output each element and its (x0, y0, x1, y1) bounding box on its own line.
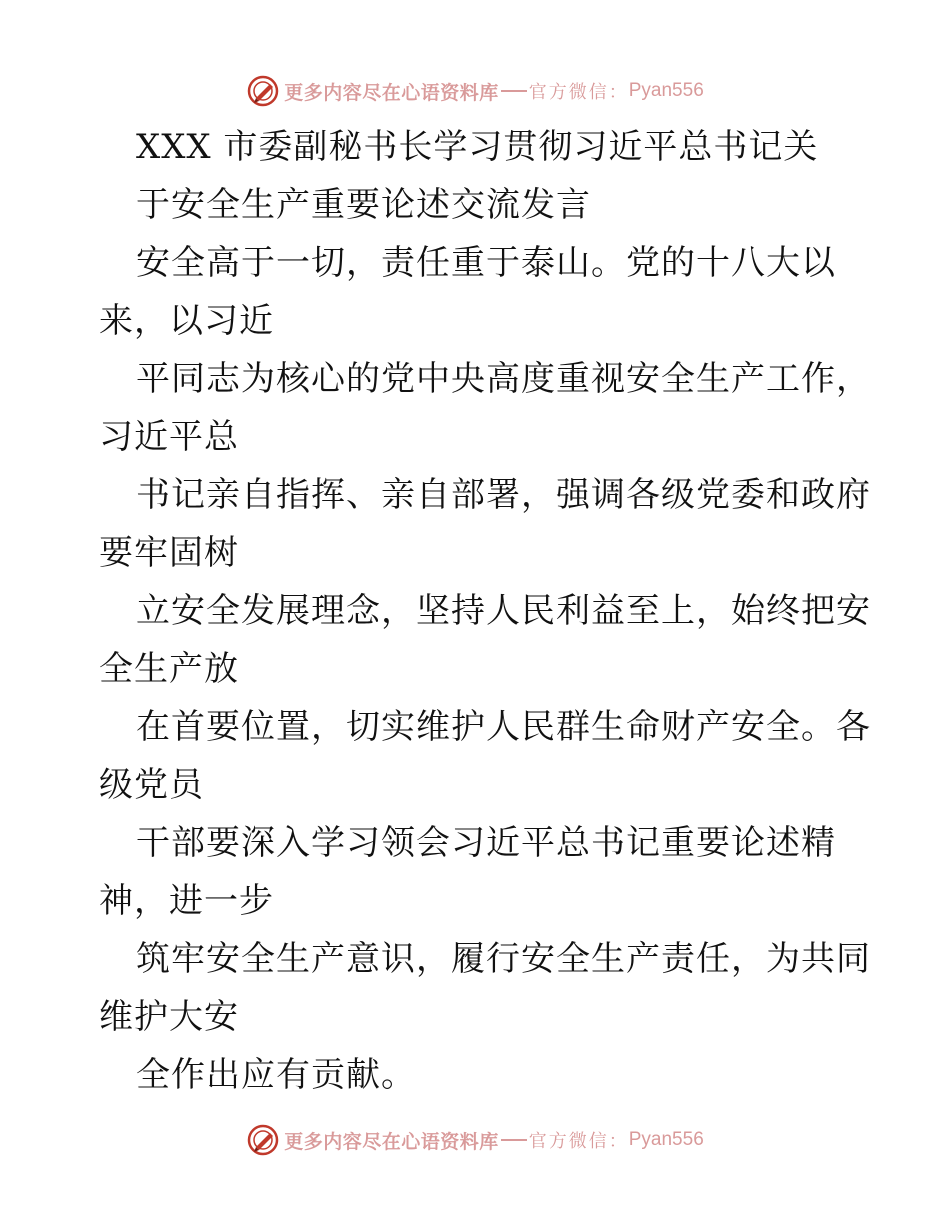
body-line: 来，以习近 (99, 301, 274, 341)
body-line: 安全高于一切，责任重于泰山。党的十八大以 (136, 243, 836, 283)
body-line: 全作出应有贡献。 (136, 1055, 416, 1095)
banner-separator (501, 90, 527, 92)
pen-logo-icon (246, 74, 280, 108)
banner-text: 更多内容尽在心语资料库 (284, 81, 499, 104)
body-line: 全生产放 (99, 649, 239, 689)
banner-contact-label: 官方微信： (528, 1131, 629, 1152)
body-line: 神，进一步 (99, 881, 274, 921)
body-line: 要牢固树 (99, 533, 239, 573)
body-line: 筑牢安全生产意识，履行安全生产责任，为共同 (136, 939, 871, 979)
pen-logo-icon (246, 1123, 280, 1157)
banner-separator (501, 1139, 527, 1141)
body-line: 干部要深入学习领会习近平总书记重要论述精 (136, 823, 836, 863)
body-line: 维护大安 (99, 997, 239, 1037)
header-banner (0, 71, 950, 111)
title-line-1: XXX 市委副秘书长学习贯彻习近平总书记关 (136, 127, 819, 167)
title-line-2: 于安全生产重要论述交流发言 (136, 185, 591, 225)
banner-contact-id: Pyan556 (628, 1129, 704, 1150)
footer-banner (0, 1120, 950, 1160)
body-line: 在首要位置，切实维护人民群生命财产安全。各 (136, 707, 871, 747)
banner-contact-id: Pyan556 (628, 80, 704, 101)
banner-text: 更多内容尽在心语资料库 (284, 1130, 499, 1153)
body-line: 立安全发展理念，坚持人民利益至上，始终把安 (136, 591, 871, 631)
body-line: 习近平总 (99, 417, 239, 457)
body-line: 书记亲自指挥、亲自部署，强调各级党委和政府 (136, 475, 871, 515)
body-line: 平同志为核心的党中央高度重视安全生产工作， (136, 359, 871, 399)
document-body (99, 118, 871, 1104)
banner-contact-label: 官方微信： (528, 82, 629, 103)
body-line: 级党员 (99, 765, 204, 805)
